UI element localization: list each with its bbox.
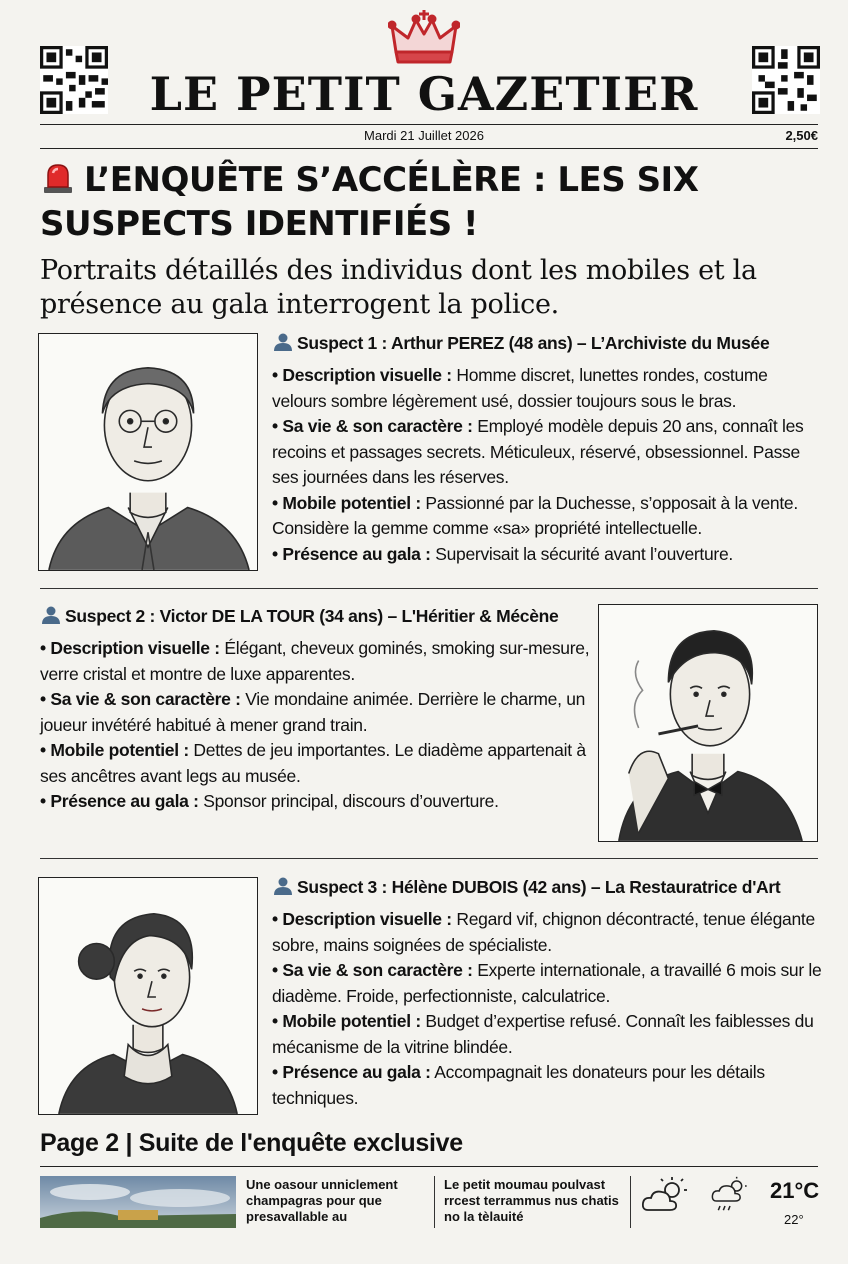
- description-text: Regard vif, chignon décontracté, tenue élégante sobre, mains soignées de spécialiste.: [272, 909, 815, 955]
- description-label: • Description visuelle :: [40, 638, 220, 658]
- suspect-3-gala: [272, 1060, 822, 1111]
- suspect-3-article: [272, 875, 822, 1111]
- gala-text: Supervisait la sécurité avant l’ouverture.: [430, 543, 733, 564]
- temperature: 21°C: [770, 1178, 820, 1203]
- gala-text: Sponsor principal, discours d’ouverture.: [198, 791, 499, 811]
- suspect-1-portrait: [38, 333, 258, 571]
- description-text: Homme discret, lunettes rondes, costume velours sombre légèrement usé, dossier toujours sous le bras.: [272, 365, 768, 411]
- life-label: • Sa vie & son caractère :: [40, 689, 241, 709]
- life-text: Employé modèle depuis 20 ans, connaît les recoins et passages secrets. Méticuleux, réservé, obsessionnel. Passe ses journées dans les réserves.: [272, 416, 804, 487]
- suspect-2-article: [40, 604, 592, 815]
- headline-line-1: L’ENQUÊTE S’ACCÉLÈRE : LES SIX: [84, 160, 699, 200]
- life-text: Vie mondaine animée. Derrière le charme, un joueur invétéré habitué à mener grand train.: [40, 689, 586, 735]
- suspect-1-gala: [272, 542, 824, 568]
- suspect-2-portrait-drawing: [599, 605, 817, 841]
- suspect-1-article: [272, 331, 824, 567]
- suspect-3-title-text: Suspect 3 : Hélène DUBOIS (42 ans) – La Restauratrice d'Art: [297, 877, 781, 897]
- subheadline-line-1: Portraits détaillés des individus dont les mobiles et la: [40, 255, 757, 286]
- siren-icon: [40, 159, 76, 195]
- page-footer-title[interactable]: Page 2 | Suite de l'enquête exclusive: [40, 1129, 463, 1157]
- description-label: • Description visuelle :: [272, 365, 452, 385]
- masthead-rule-bottom: [40, 148, 818, 149]
- person-icon: [272, 333, 294, 351]
- person-icon: [272, 877, 294, 895]
- brief-1[interactable]: Une oasour unniclement champagras pour que presavallable au: [246, 1177, 398, 1224]
- description-label: • Description visuelle :: [272, 909, 452, 929]
- suspect-1-body: [272, 363, 824, 567]
- motive-text: Dettes de jeu importantes. Le diadème appartenait à ses ancêtres avant legs au musée.: [40, 740, 586, 786]
- crown-icon: [388, 8, 460, 66]
- suspect-3-description: [272, 907, 822, 958]
- suspect-1-title: [272, 331, 824, 355]
- suspect-3-portrait: [38, 877, 258, 1115]
- life-text: Experte internationale, a travaillé 6 mois sur le diadème. Froide, perfectionniste, calculatrice.: [272, 960, 822, 1006]
- brief-2[interactable]: Le petit moumau poulvast rrcest terrammus nus chatis no la tèlauité: [444, 1177, 619, 1224]
- issue-price: 2,50€: [785, 128, 818, 143]
- newspaper-title: LE PETIT GAZETIER: [149, 67, 699, 121]
- suspect-2-portrait: [598, 604, 818, 842]
- section-divider: [40, 588, 818, 589]
- suspect-3-title: [272, 875, 822, 899]
- headline: [40, 158, 820, 246]
- footer-separator: [434, 1176, 435, 1228]
- description-text: Élégant, cheveux gominés, smoking sur-mesure, verre cristal et montre de luxe apparentes.: [40, 638, 590, 684]
- headline-line-2: SUSPECTS IDENTIFIÉS !: [40, 204, 479, 244]
- gala-text: Accompagnait les donateurs pour les détails techniques.: [272, 1062, 765, 1108]
- life-label: • Sa vie & son caractère :: [272, 960, 473, 980]
- rain-cloud-icon: [704, 1176, 756, 1216]
- issue-date: Mardi 21 Juillet 2026: [364, 128, 484, 143]
- gala-label: • Présence au gala :: [272, 543, 431, 564]
- suspect-3-body: [272, 907, 822, 1111]
- motive-label: • Mobile potentiel :: [272, 492, 421, 513]
- suspect-1-portrait-drawing: [39, 334, 257, 570]
- suspect-2-motive: [40, 738, 592, 789]
- suspect-1-life: [272, 414, 824, 491]
- suspect-2-body: [40, 636, 592, 815]
- partly-cloudy-icon: [640, 1176, 692, 1216]
- subheadline: [40, 254, 830, 322]
- footer-separator: [630, 1176, 631, 1228]
- landscape-thumbnail[interactable]: [40, 1176, 236, 1228]
- suspect-2-description: [40, 636, 592, 687]
- suspect-2-life: [40, 687, 592, 738]
- suspect-3-motive: [272, 1009, 822, 1060]
- suspect-1-description: [272, 363, 824, 414]
- motive-text: Budget d’expertise refusé. Connaît les faiblesses du mécanisme de la vitrine blindée.: [272, 1011, 814, 1057]
- suspect-3-life: [272, 958, 822, 1009]
- subheadline-line-2: présence au gala interrogent la police.: [40, 289, 559, 320]
- gala-label: • Présence au gala :: [40, 791, 199, 811]
- temperature-secondary: 22°: [784, 1212, 804, 1227]
- suspect-2-title: [40, 604, 592, 628]
- suspect-3-portrait-drawing: [39, 878, 257, 1114]
- suspect-2-gala: [40, 789, 592, 815]
- motive-text: Passionné par la Duchesse, s’opposait à la vente. Considère la gemme comme «sa» propriété intellectuelle.: [272, 492, 798, 538]
- gala-label: • Présence au gala :: [272, 1062, 431, 1082]
- suspect-2-title-text: Suspect 2 : Victor DE LA TOUR (34 ans) – L'Héritier & Mécène: [65, 606, 559, 626]
- suspect-1-motive: [272, 491, 824, 542]
- suspect-1-title-text: Suspect 1 : Arthur PEREZ (48 ans) – L’Archiviste du Musée: [297, 333, 770, 353]
- masthead-rule: [40, 124, 818, 125]
- section-divider: [40, 858, 818, 859]
- motive-label: • Mobile potentiel :: [272, 1011, 421, 1031]
- motive-label: • Mobile potentiel :: [40, 740, 189, 760]
- person-icon: [40, 606, 62, 624]
- footer-rule: [40, 1166, 818, 1167]
- life-label: • Sa vie & son caractère :: [272, 416, 473, 436]
